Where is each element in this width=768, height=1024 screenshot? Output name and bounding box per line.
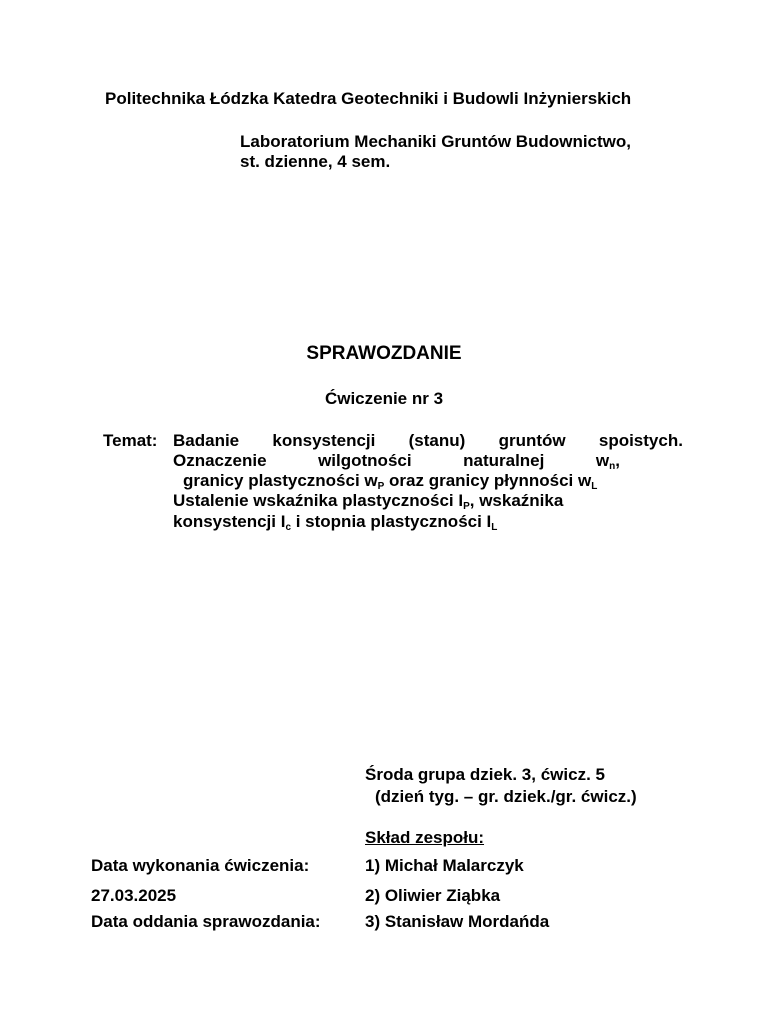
lab-line-2: st. dzienne, 4 sem. — [240, 152, 391, 171]
execution-date-label: Data wykonania ćwiczenia: — [91, 856, 310, 875]
topic-word: spoistych. — [598, 431, 683, 450]
topic-word: konsystencji — [272, 431, 376, 450]
team-member: 1) Michał Malarczyk — [365, 856, 524, 875]
natural-moisture-symbol: $w_n$, — [595, 451, 620, 472]
topic-line-1 — [173, 431, 683, 451]
topic-word: Oznaczenie — [173, 451, 267, 470]
topic-line-3: granicy plastyczności $w_P$ oraz granicy płynności $w_L$ — [183, 471, 598, 492]
lab-line-1: Laboratorium Mechaniki Gruntów Budownictwo, — [240, 132, 632, 151]
group-info-legend: (dzień tyg. – gr. dziek./gr. ćwicz.) — [375, 787, 637, 806]
topic-word: gruntów — [498, 431, 566, 450]
team-member: 2) Oliwier Ziąbka — [365, 886, 501, 905]
execution-date-value: 27.03.2025 — [91, 886, 177, 905]
topic-label: Temat: — [103, 431, 158, 450]
submission-date-label: Data oddania sprawozdania: — [91, 912, 321, 931]
exercise-number: Ćwiczenie nr 3 — [324, 389, 444, 408]
topic-word: wilgotności — [318, 451, 412, 470]
topic-line-2 — [173, 451, 620, 471]
topic-word: (stanu) — [408, 431, 466, 450]
team-member: 3) Stanisław Mordańda — [365, 912, 550, 931]
topic-word: naturalnej — [463, 451, 545, 470]
institution-header: Politechnika Łódzka Katedra Geotechniki i Budowli Inżynierskich — [105, 89, 632, 108]
report-title: SPRAWOZDANIE — [306, 343, 462, 364]
topic-line-5: konsystencji $I_c$ i stopnia plastyczności $I_L$ — [173, 512, 498, 533]
group-info: Środa grupa dziek. 3, ćwicz. 5 — [365, 765, 605, 784]
topic-word: Badanie — [173, 431, 240, 450]
team-heading: Skład zespołu: — [365, 828, 485, 847]
topic-line-4: Ustalenie wskaźnika plastyczności $I_P$, wskaźnika — [173, 491, 564, 512]
